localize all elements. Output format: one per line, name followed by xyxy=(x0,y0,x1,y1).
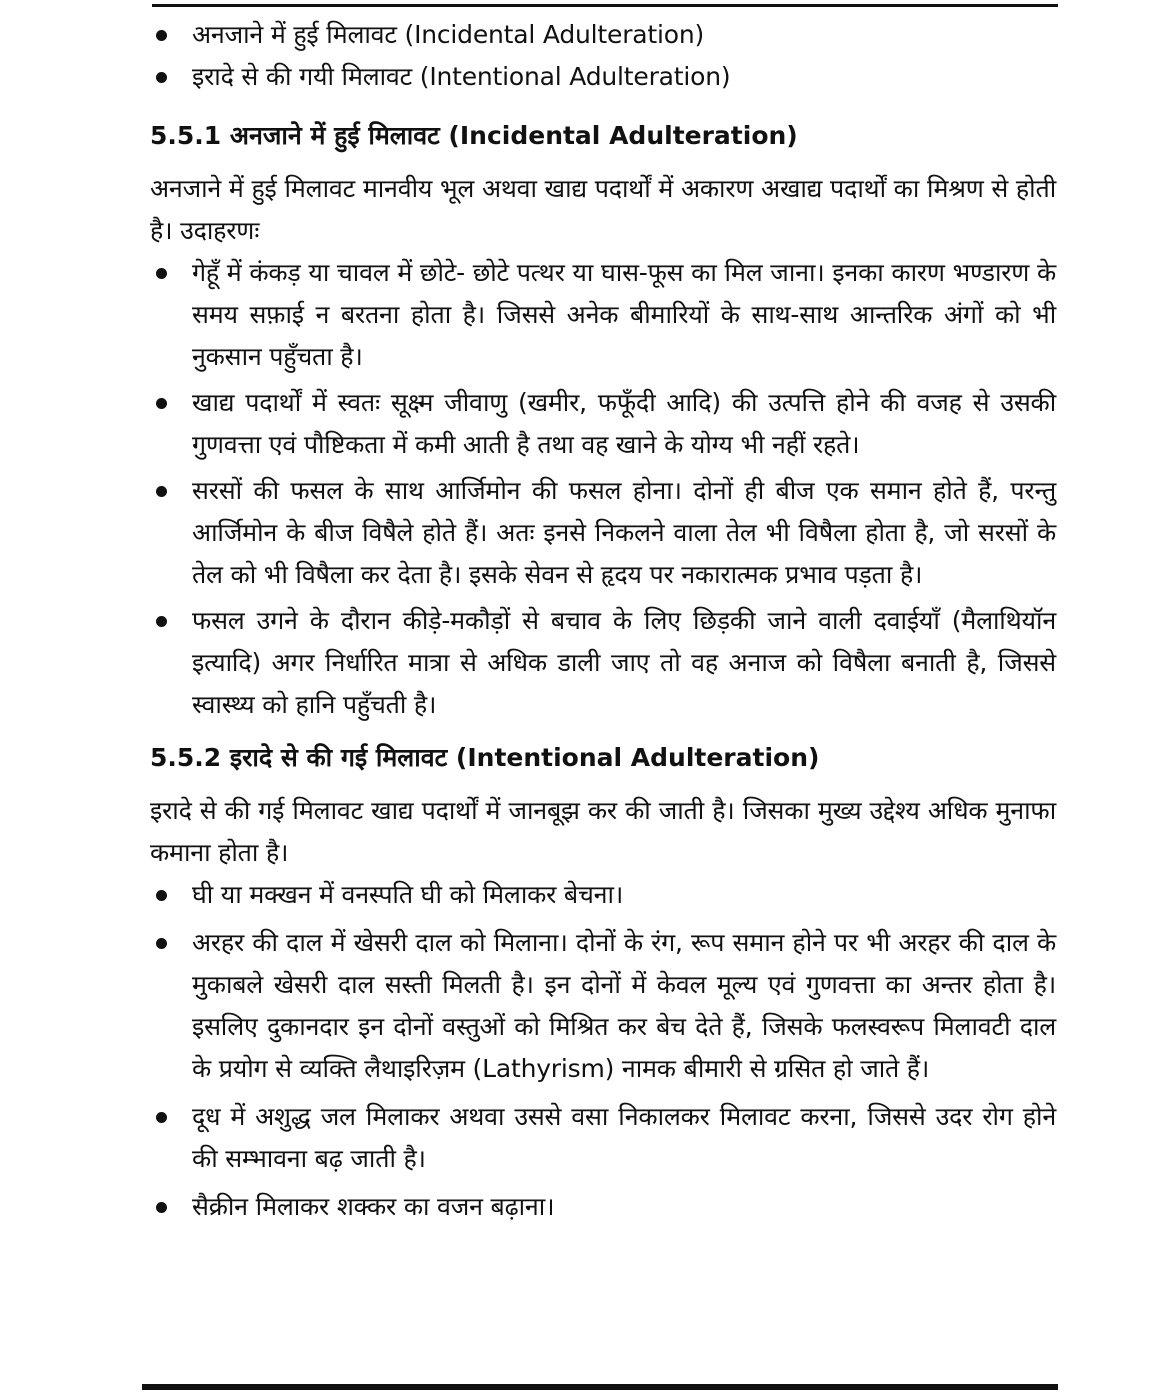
list-item-text: दूध में अशुद्ध जल मिलाकर अथवा उससे वसा निकालकर मिलावट करना, जिससे उदर रोग होने की सम्भावना बढ़ जाती है। xyxy=(192,1102,1056,1173)
section-heading-intentional: 5.5.2 इरादे से की गई मिलावट (Intentional Adulteration) xyxy=(150,743,820,772)
list-item-text: इरादे से की गयी मिलावट (Intentional Adulteration) xyxy=(192,62,731,91)
list-item xyxy=(150,922,1056,1090)
list-item xyxy=(150,600,1056,726)
bullet-icon xyxy=(156,890,167,901)
section-intro-intentional: इरादे से की गई मिलावट खाद्य पदार्थों में जानबूझ कर की जाती है। जिसका मुख्य उद्देश्य अधिक मुनाफा कमाना होता है। xyxy=(150,796,1056,867)
list-item xyxy=(150,14,1056,56)
incidental-examples-list xyxy=(150,252,1056,726)
bullet-icon xyxy=(156,938,167,949)
page-content xyxy=(150,14,1056,1234)
list-item-text: गेहूँ में कंकड़ या चावल में छोटे- छोटे पत्थर या घास-फूस का मिल जाना। इनका कारण भण्डारण के समय सफ़ाई न बरतना होता है। जिससे अनेक बीमारियों के साथ-साथ आन्तरिक अंगों को भी नुकसान पहुँचता है। xyxy=(192,258,1056,371)
section-intro-incidental: अनजाने में हुई मिलावट मानवीय भूल अथवा खाद्य पदार्थों में अकारण अखाद्य पदार्थों का मिश्रण से होती है। उदाहरणः xyxy=(150,174,1056,245)
list-item xyxy=(150,56,1056,98)
bullet-icon xyxy=(156,616,167,627)
section-heading-incidental: 5.5.1 अनजाने में हुई मिलावट (Incidental Adulteration) xyxy=(150,121,798,150)
bullet-icon xyxy=(156,398,167,409)
bullet-icon xyxy=(156,30,167,41)
bullet-icon xyxy=(156,1112,167,1123)
list-item-text: सरसों की फसल के साथ आर्जिमोन की फसल होना। दोनों ही बीज एक समान होते हैं, परन्तु आर्जिमोन के बीज विषैले होते हैं। अतः इनसे निकलने वाला तेल भी विषैला होता है, जो सरसों के तेल को भी विषैला कर देता है। इसके सेवन से हृदय पर नकारात्मक प्रभाव पड़ता है। xyxy=(192,476,1056,589)
list-item-text: अरहर की दाल में खेसरी दाल को मिलाना। दोनों के रंग, रूप समान होने पर भी अरहर की दाल के मुकाबले खेसरी दाल सस्ती मिलती है। इन दोनों में केवल मूल्य एवं गुणवत्ता का अन्तर होता है। इसलिए दुकानदार इन दोनों वस्तुओं को मिश्रित कर बेच देते हैं, जिसके फलस्वरूप मिलावटी दाल के प्रयोग से व्यक्ति लैथाइरिज़म (Lathyrism) नामक बीमारी से ग्रसित हो जाते हैं। xyxy=(192,928,1056,1083)
bottom-rule xyxy=(142,1384,1058,1390)
list-item xyxy=(150,382,1056,466)
list-item xyxy=(150,252,1056,378)
adulteration-types-list xyxy=(150,14,1056,98)
list-item xyxy=(150,1186,1056,1228)
list-item-text: खाद्य पदार्थों में स्वतः सूक्ष्म जीवाणु (खमीर, फफूँदी आदि) की उत्पत्ति होने की वजह से उसकी गुणवत्ता एवं पौष्टिकता में कमी आती है तथा वह खाने के योग्य भी नहीं रहते। xyxy=(192,388,1056,459)
bullet-icon xyxy=(156,486,167,497)
list-item xyxy=(150,1096,1056,1180)
bullet-icon xyxy=(156,268,167,279)
bullet-icon xyxy=(156,1202,167,1213)
intentional-examples-list xyxy=(150,874,1056,1228)
list-item-text: घी या मक्खन में वनस्पति घी को मिलाकर बेचना। xyxy=(192,880,624,909)
bullet-icon xyxy=(156,72,167,83)
top-rule xyxy=(152,4,1058,7)
list-item-text: फसल उगने के दौरान कीड़े-मकौड़ों से बचाव के लिए छिड़की जाने वाली दवाईयाँ (मैलाथियॉन इत्यादि) अगर निर्धारित मात्रा से अधिक डाली जाए तो वह अनाज को विषैला बनाती है, जिससे स्वास्थ्य को हानि पहुँचती है। xyxy=(192,606,1056,719)
list-item-text: अनजाने में हुई मिलावट (Incidental Adulteration) xyxy=(192,20,705,49)
list-item xyxy=(150,874,1056,916)
list-item xyxy=(150,470,1056,596)
list-item-text: सैक्रीन मिलाकर शक्कर का वजन बढ़ाना। xyxy=(192,1192,555,1221)
